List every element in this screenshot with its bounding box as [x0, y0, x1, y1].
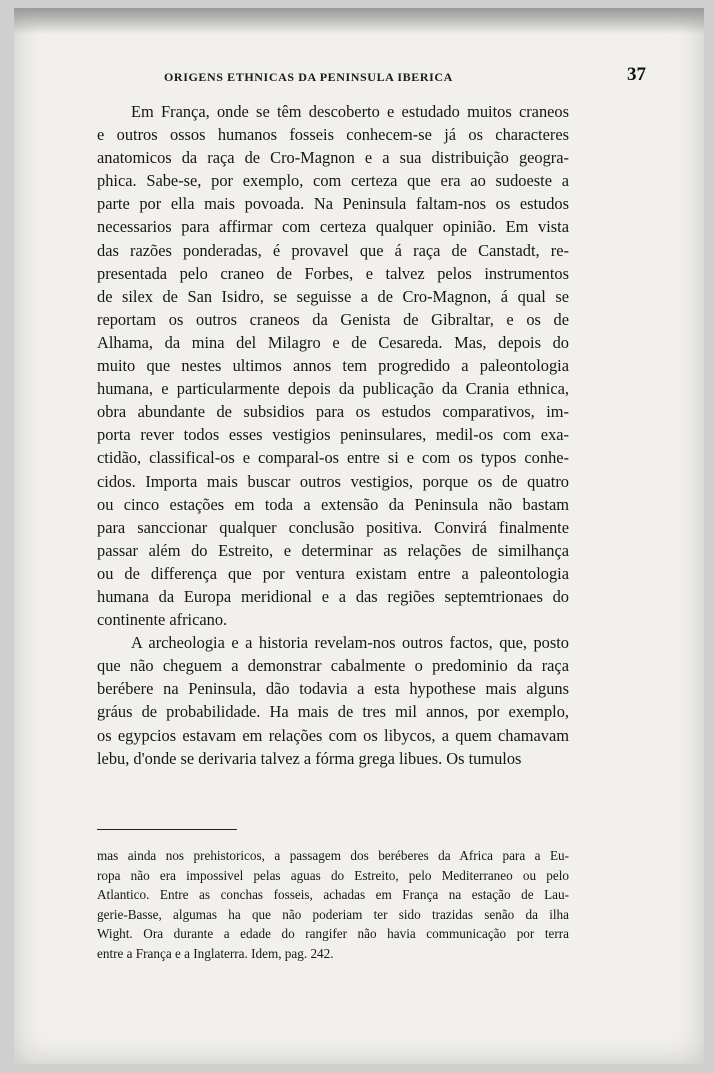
text-line: reportam os outros craneos da Genista de Gibraltar, e os de [97, 309, 569, 329]
text-line: Wight. Ora durante a edade do rangifer não havia communicação por terra [97, 926, 569, 942]
text-line: berébere na Peninsula, dão todavia a esta hypothese mais alguns [97, 679, 569, 699]
page-header [76, 64, 646, 86]
footnote-rule [97, 829, 237, 830]
text-line: de silex de San Isidro, se seguisse a de Cro-Magnon, á qual se [97, 286, 569, 306]
text-line: gráus de probabilidade. Ha mais de tres mil annos, por exemplo, [97, 702, 569, 722]
page-edge-stain [14, 8, 704, 34]
text-line: Alhama, da mina del Milagro e de Cesareda. Mas, depois do [97, 332, 569, 352]
text-line: phica. Sabe-se, por exemplo, com certeza que era ao sudoeste a [97, 171, 569, 191]
text-line: mas ainda nos prehistoricos, a passagem dos beréberes da Africa para a Eu- [97, 848, 569, 863]
text-line: cidos. Importa mais buscar outros vestigios, porque os de quatro [97, 471, 569, 491]
text-line: humana da Europa meridional e a das regiões septemtrionaes do [97, 586, 569, 606]
text-line: anatomicos da raça de Cro-Magnon e a sua distribuição geogra- [97, 148, 569, 168]
page-number: 37 [627, 64, 646, 85]
text-line: e outros ossos humanos fosseis conhecem-se já os characteres [97, 125, 569, 145]
text-line: A archeologia e a historia revelam-nos outros factos, que, posto [131, 633, 569, 653]
text-line: continente africano. [97, 610, 228, 630]
body-text [97, 100, 569, 770]
footnote [97, 846, 569, 964]
text-line: obra abundante de subsidios para os estudos comparativos, im- [97, 402, 569, 422]
text-line: Em França, onde se têm descoberto e estudado muitos craneos [131, 102, 569, 121]
text-line: parte por ella mais povoada. Na Peninsula faltam-nos os estudos [97, 194, 569, 214]
text-line: presentada pelo craneo de Forbes, e talvez pelos instrumentos [97, 263, 569, 283]
text-line: Atlantico. Entre as conchas fosseis, achadas em França na estação de Lau- [97, 887, 569, 903]
running-title: ORIGENS ETHNICAS DA PENINSULA IBERICA [164, 70, 453, 84]
text-line: humana, e particularmente depois da publicação da Crania ethnica, [97, 379, 569, 399]
text-line: ropa não era impossivel pelas aguas do Estreito, pelo Mediterraneo ou pelo [97, 867, 569, 883]
paragraph [97, 631, 569, 770]
text-line: porta rever todos esses vestigios peninsulares, medil-os com exa- [97, 425, 569, 445]
text-line: gerie-Basse, algumas ha que não poderiam ter sido trazidas senão da ilha [97, 906, 569, 922]
text-line: lebu, d'onde se derivaria talvez a fórma grega libues. Os tumulos [97, 748, 522, 768]
text-line: para sanccionar qualquer conclusão positiva. Convirá finalmente [97, 517, 569, 537]
text-line: os egypcios estavam em relações com os libycos, a quem chamavam [97, 725, 569, 745]
text-line: das razões ponderadas, é provavel que á raça de Canstadt, re- [97, 240, 569, 260]
text-line: ctidão, classifical-os e comparal-os entre si e com os typos conhe- [97, 448, 569, 468]
text-line: que não cheguem a demonstrar cabalmente o predominio da raça [97, 656, 569, 676]
text-line: muito que nestes ultimos annos tem progredido a paleontologia [97, 356, 569, 376]
book-page [14, 8, 704, 1064]
text-line: necessarios para affirmar com certeza qualquer opinião. Em vista [97, 217, 569, 237]
text-line: entre a França e a Inglaterra. Idem, pag. 242. [97, 945, 334, 961]
paragraph [97, 100, 569, 631]
text-line: ou cinco estações em toda a extensão da Peninsula não bastam [97, 494, 569, 514]
text-line: passar além do Estreito, e determinar as relações de similhança [97, 540, 569, 560]
text-line: ou de differença que por ventura existam entre a paleontologia [97, 563, 569, 583]
